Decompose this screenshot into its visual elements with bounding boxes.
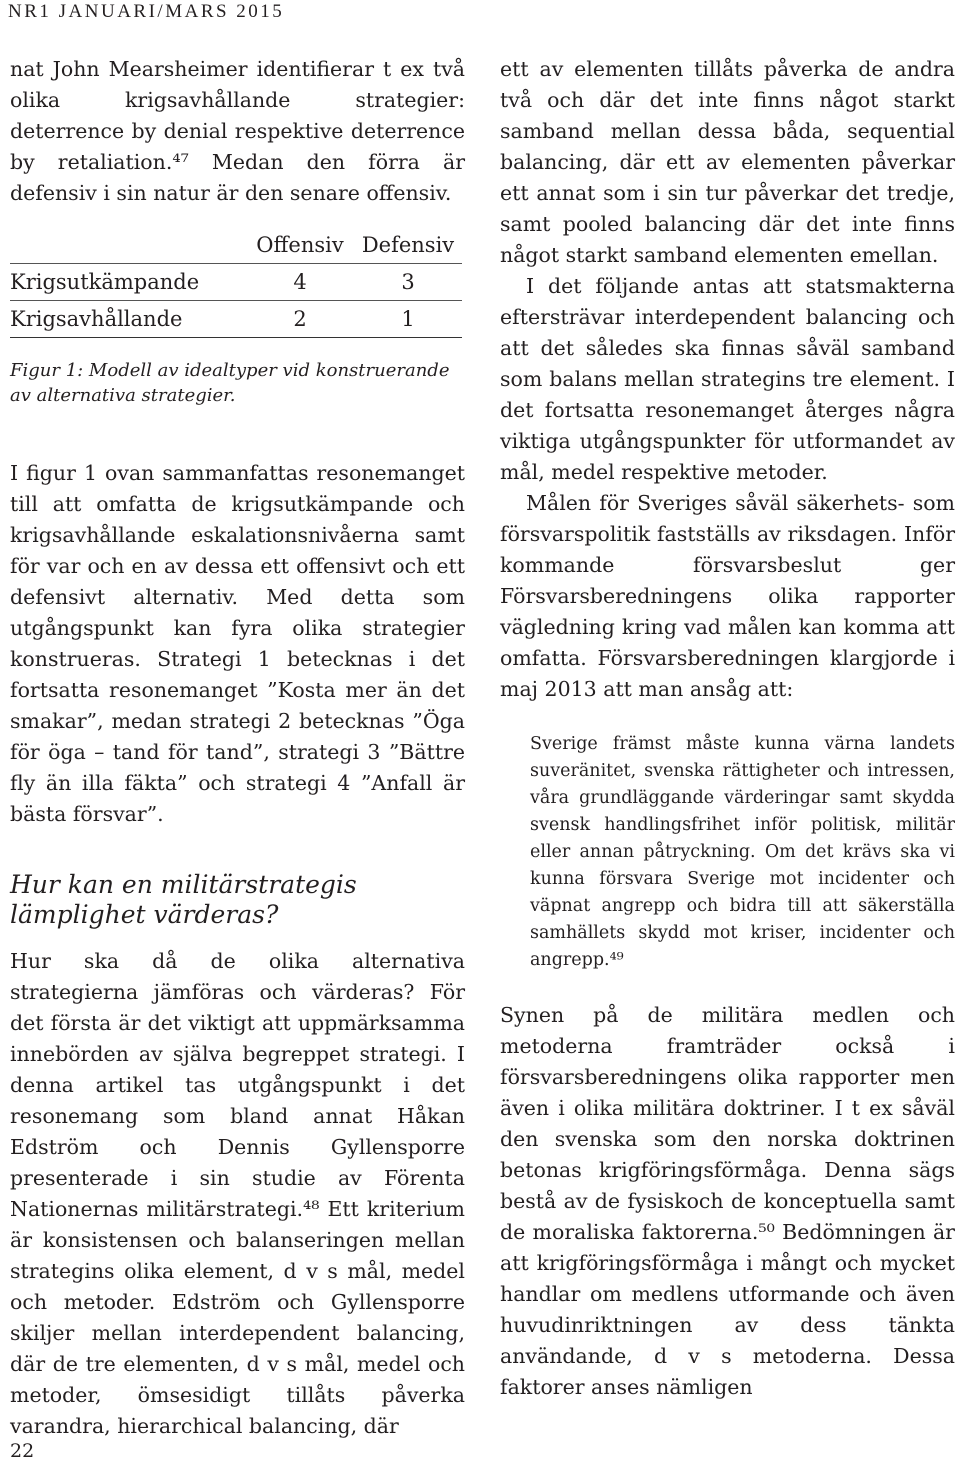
- cell-defensiv: 1: [354, 301, 462, 338]
- col-header-offensiv: Offensiv: [246, 227, 354, 264]
- figure-row: [10, 301, 462, 338]
- figure-row: [10, 264, 462, 301]
- right-column: [500, 54, 955, 1403]
- left-column: [10, 54, 465, 1442]
- row-label: Krigsavhållande: [10, 301, 246, 338]
- block-quote: Sverige främst måste kunna värna landets suveränitet, svenska rättigheter och intressen, våra grundläggande värderingar samt skydda svensk handlingsfrihet inför politisk, militär eller annan påtryckning. Om det krävs ska vi kunna försvara Sverige mot incidenter och väpnat angrepp och bidra till att säkerställa samhällets skydd mot kriser, incidenter och angrepp.⁴⁹: [530, 734, 955, 970]
- cell-offensiv: 4: [246, 264, 354, 301]
- figure-header-row: [10, 227, 462, 264]
- body-paragraph: Synen på de militära medlen och metoderna framträder också i försvarsberedningens olika rapporter men även i olika militära doktriner. I t ex såväl den svenska som den norska doktrinen betonas krigföringsförmåga. Denna sägs bestå av de fysiskoch de konceptuella samt de moraliska faktorerna.⁵⁰ Bedömningen är att krigföringsförmåga i mångt och mycket handlar om medlens utformande och även huvudinriktningen av dess tänkta användande, d v s metoderna. Dessa faktorer anses nämligen: [500, 1003, 955, 1399]
- cell-offensiv: 2: [246, 301, 354, 338]
- body-paragraph: Målen för Sveriges såväl säkerhets- som försvarspolitik fastställs av riksdagen. Inför kommande försvarsbeslut ger Försvarsberedningens olika rapporter vägledning kring vad målen kan komma att omfatta. Försvarsberedningen klargjorde i maj 2013 att man ansåg att:: [500, 491, 955, 701]
- figure-table: [10, 227, 462, 338]
- body-paragraph: I figur 1 ovan sammanfattas resonemanget till att omfatta de krigsutkämpande och krigsavhållande eskalationsnivåerna samt för var och en av dessa ett offensivt och ett defensivt alternativ. Med detta som utgångspunkt kan fyra olika strategier konstrueras. Strategi 1 betecknas i det fortsatta resonemanget ”Kosta mer än det smakar”, medan strategi 2 betecknas ”Öga för öga – tand för tand”, strategi 3 ”Bättre fly än illa fäkta” och strategi 4 ”Anfall är bästa försvar”.: [10, 461, 465, 826]
- body-paragraph: Hur ska då de olika alternativa strategierna jämföras och värderas? För det första är det viktigt att uppmärksamma innebörden av själva begreppet strategi. I denna artikel tas utgångspunkt i det resonemang som bland annat Håkan Edström och Dennis Gyllensporre presenterade i sin studie av Förenta Nationernas militärstrategi.⁴⁸ Ett kriterium är konsistensen och balanseringen mellan strategins olika element, d v s mål, medel och metoder. Edström och Gyllensporre skiljer mellan interdependent balancing, där de tre elementen, d v s mål, medel och metoder, ömsesidigt tillåts påverka varandra, hierarchical balancing, där: [10, 949, 465, 1438]
- running-head: NR1 JANUARI/MARS 2015: [8, 1, 285, 22]
- row-label: Krigsutkämpande: [10, 264, 246, 301]
- section-heading: Hur kan en militärstrategis lämplighet värderas?: [10, 870, 357, 929]
- page-number: 22: [10, 1440, 35, 1462]
- cell-defensiv: 3: [354, 264, 462, 301]
- intro-paragraph: nat John Mearsheimer identifierar t ex två olika krigsavhållande strategier: deterrence by denial respektive deterrence by retaliation.⁴⁷ Medan den förra är defensiv i sin natur är den senare offensiv.: [10, 57, 465, 205]
- body-paragraph: ett av elementen tillåts påverka de andra två och där det inte finns något starkt samband mellan dessa båda, sequential balancing, där ett av elementen påverkar ett annat som i sin tur påverkar det tredje, samt pooled balancing där det inte finns något starkt samband elementen emellan.: [500, 57, 955, 267]
- body-paragraph: I det följande antas att statsmakterna eftersträvar interdependent balancing och att det således ska finnas såväl samband som balans mellan strategins tre element. I det fortsatta resonemanget återges några viktiga utgångspunkter för utformandet av mål, medel respektive metoder.: [500, 274, 955, 484]
- col-header-defensiv: Defensiv: [354, 227, 462, 264]
- figure-caption: Figur 1: Modell av idealtyper vid konstruerande av alternativa strategier.: [10, 360, 450, 406]
